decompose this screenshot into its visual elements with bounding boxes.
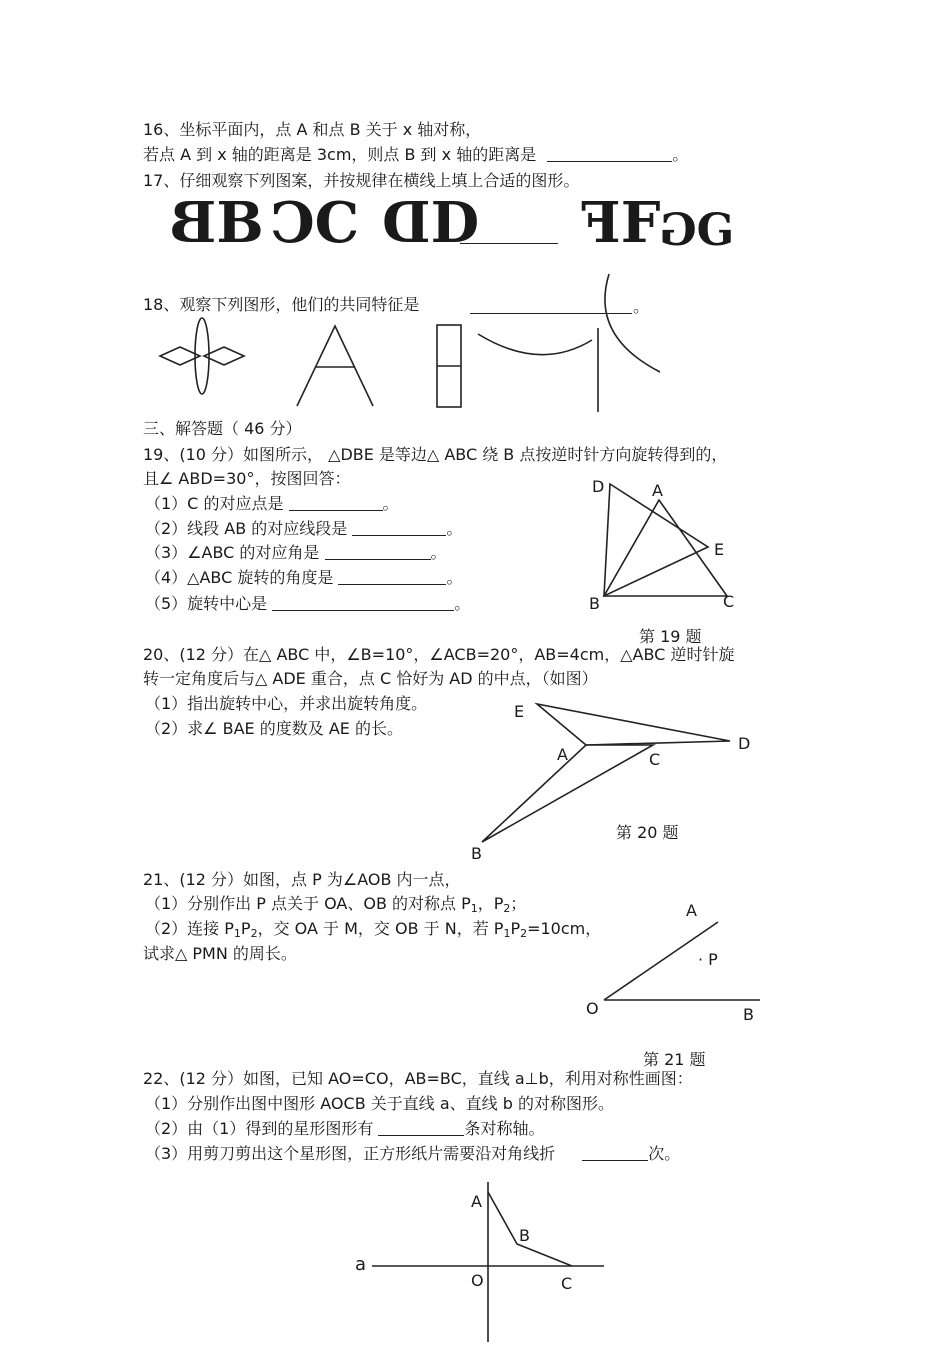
q21-caption: 第 21 题	[643, 1050, 706, 1069]
q22-item3: （3）用剪刀剪出这个星形图，正方形纸片需要沿对角线折 次。	[145, 1144, 681, 1163]
q22-label-o: O	[471, 1271, 484, 1290]
q20-line2: 转一定角度后与△ ADE 重合，点 C 恰好为 AD 的中点，（如图）	[143, 669, 598, 688]
q18-text: 18、观察下列图形，他们的共同特征是	[143, 295, 420, 314]
q21-line4: 试求△ PMN 的周长。	[143, 944, 297, 963]
q19-label-c: C	[723, 592, 735, 611]
q20-label-e: E	[514, 702, 525, 721]
q22-item2: （2）由（1）得到的星形图形有 条对称轴。	[145, 1119, 545, 1138]
q20-caption: 第 20 题	[616, 823, 679, 842]
q19-label-d: D	[592, 477, 605, 496]
q19-label-e: E	[714, 540, 725, 559]
q20-label-b: B	[471, 844, 482, 863]
q19-item3: （3）∠ABC 的对应角是 。	[145, 543, 447, 562]
q21-item2: （2）连接 $P_1P_2$，交 OA 于 M，交 OB 于 N，若 $P_1P_2=10cm$，	[145, 919, 602, 940]
q18-period: 。	[633, 297, 650, 316]
q22-line1: 22、(12 分）如图，已知 AO=CO，AB=BC，直线 a⊥b，利用对称性画图：	[143, 1069, 693, 1088]
section3-heading: 三、解答题（ 46 分）	[143, 419, 302, 438]
q21-line1: 21、(12 分）如图，点 P 为∠AOB 内一点，	[143, 870, 461, 889]
q19-item2: （2）线段 AB 的对应线段是 。	[145, 519, 463, 538]
q17-pattern-ff: FF	[587, 190, 655, 256]
q16-line1: 16、坐标平面内，点 A 和点 B 关于 x 轴对称，	[143, 120, 482, 139]
q16-text: 若点 A 到 x 轴的距离是 3cm，则点 B 到 x 轴的距离是	[143, 145, 537, 164]
q20-label-d: D	[738, 734, 751, 753]
q21-item1: （1）分别作出 P 点关于 OA、OB 的对称点 $P_1$，$P_2$；	[145, 894, 527, 915]
q19-line2: 且∠ ABD=30°，按图回答：	[143, 469, 351, 488]
q17-pattern-cc: CC	[276, 190, 354, 256]
q20-label-a: A	[557, 745, 568, 764]
q17-pattern-dd: DD	[388, 190, 474, 256]
q22-item1: （1）分别作出图中图形 AOCB 关于直线 a、直线 b 的对称图形。	[145, 1094, 614, 1113]
q20-item1: （1）指出旋转中心，并求出旋转角度。	[145, 694, 428, 713]
q17-pattern-gg: GG	[665, 205, 729, 256]
q19-caption: 第 19 题	[639, 627, 702, 646]
q16-period: 。	[672, 145, 689, 164]
q22-label-a-line: a	[355, 1254, 367, 1275]
q21-label-o: O	[586, 999, 599, 1018]
q22-label-a: A	[471, 1192, 482, 1211]
q21-label-p: · P	[698, 950, 718, 969]
q19-item5: （5）旋转中心是 。	[145, 594, 471, 613]
q17-text: 17、仔细观察下列图案，并按规律在横线上填上合适的图形。	[143, 171, 580, 190]
q20-line1: 20、(12 分）在△ ABC 中，∠B=10°，∠ACB=20°，AB=4cm，△ABC 逆时针旋	[143, 645, 735, 664]
q19-item4: （4）△ABC 旋转的角度是 。	[145, 568, 463, 587]
q19-line1: 19、(10 分）如图所示， △DBE 是等边△ ABC 绕 B 点按逆时针方向旋转得到的，	[143, 445, 728, 464]
q19-item1: （1）C 的对应点是 。	[145, 494, 399, 513]
q19-label-a: A	[652, 481, 663, 500]
q21-label-a: A	[686, 901, 697, 920]
q17-pattern-bb: BB	[175, 190, 258, 256]
q22-label-b: B	[519, 1226, 530, 1245]
q21-label-b: B	[743, 1005, 754, 1024]
q22-label-c: C	[561, 1274, 573, 1293]
q19-label-b: B	[589, 594, 600, 613]
q20-item2: （2）求∠ BAE 的度数及 AE 的长。	[145, 719, 403, 738]
q20-label-c: C	[649, 750, 661, 769]
